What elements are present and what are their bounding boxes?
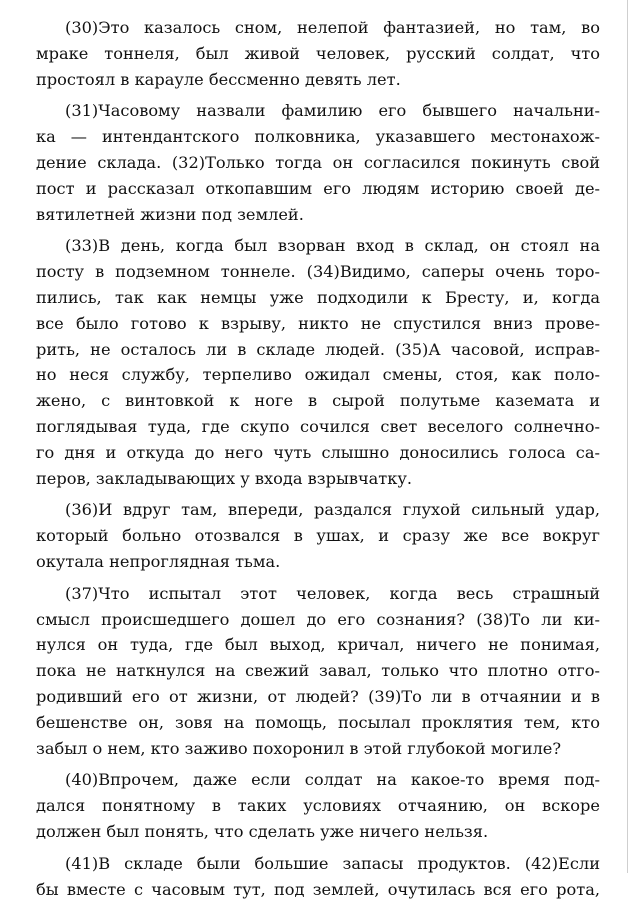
text-line: рить, не осталось ли в складе людей. (35)А часовой, исправ-	[36, 337, 600, 363]
text-line: который больно отозвался в ушах, и сразу же все вокруг	[36, 523, 600, 549]
text-line: жено, с винтовкой к ноге в сырой полутьме каземата и	[36, 388, 600, 414]
text-line: но неся службу, терпеливо ожидал смены, стоя, как поло-	[36, 362, 600, 388]
text-line: пились, так как немцы уже подходили к Бресту, и, когда	[36, 285, 600, 311]
paragraph-31	[36, 98, 600, 227]
text-line: (30)Это казалось сном, нелепой фантазией, но там, во	[36, 15, 600, 41]
text-line: го дня и откуда до него чуть слышно доносились голоса са-	[36, 440, 600, 466]
text-line: посту в подземном тоннеле. (34)Видимо, саперы очень торо-	[36, 259, 600, 285]
text-line: бешенстве он, зовя на помощь, посылал проклятия тем, кто	[36, 710, 600, 736]
text-line: окутала непроглядная тьма.	[36, 549, 600, 575]
text-line: перов, закладывающих у входа взрывчатку.	[36, 466, 600, 492]
text-line: все было готово к взрыву, никто не спустился вниз прове-	[36, 311, 600, 337]
text-line: поглядывая туда, где скупо сочился свет веселого солнечно-	[36, 414, 600, 440]
text-line: (40)Впрочем, даже если солдат на какое-то время под-	[36, 767, 600, 793]
text-line: дался понятному в таких условиях отчаянию, он вскоре	[36, 793, 600, 819]
text-line: простоял в карауле бессменно девять лет.	[36, 67, 600, 93]
text-line: пост и рассказал откопавшим его людям историю своей де-	[36, 176, 600, 202]
text-line: (37)Что испытал этот человек, когда весь страшный	[36, 581, 600, 607]
paragraph-37	[36, 581, 600, 762]
paragraph-30	[36, 15, 600, 92]
text-line: ка — интендантского полковника, указавшего местонахож-	[36, 124, 600, 150]
text-line: (33)В день, когда был взорван вход в склад, он стоял на	[36, 233, 600, 259]
paragraph-33	[36, 233, 600, 491]
text-line: смысл происшедшего дошел до его сознания? (38)То ли ки-	[36, 607, 600, 633]
paragraph-36	[36, 497, 600, 574]
text-line: забыл о нем, кто заживо похоронил в этой глубокой могиле?	[36, 736, 600, 762]
text-line: пока не наткнулся на свежий завал, только что плотно отго-	[36, 658, 600, 684]
text-line: родивший его от жизни, от людей? (39)То ли в отчаянии и в	[36, 684, 600, 710]
text-line: нулся он туда, где был выход, кричал, ничего не понимая,	[36, 632, 600, 658]
text-line: (41)В складе были большие запасы продуктов. (42)Если	[36, 851, 600, 877]
text-line: (31)Часовому назвали фамилию его бывшего начальни-	[36, 98, 600, 124]
text-line: (36)И вдруг там, впереди, раздался глухой сильный удар,	[36, 497, 600, 523]
paragraph-40	[36, 767, 600, 844]
text-line: бы вместе с часовым тут, под землей, очутилась вся его рота,	[36, 877, 600, 902]
paragraph-41	[36, 851, 600, 902]
text-line: должен был понять, что сделать уже ничего нельзя.	[36, 819, 600, 845]
text-line: мраке тоннеля, был живой человек, русский солдат, что	[36, 41, 600, 67]
document-text	[36, 15, 600, 902]
text-line: вятилетней жизни под землей.	[36, 202, 600, 228]
text-line: дение склада. (32)Только тогда он согласился покинуть свой	[36, 150, 600, 176]
